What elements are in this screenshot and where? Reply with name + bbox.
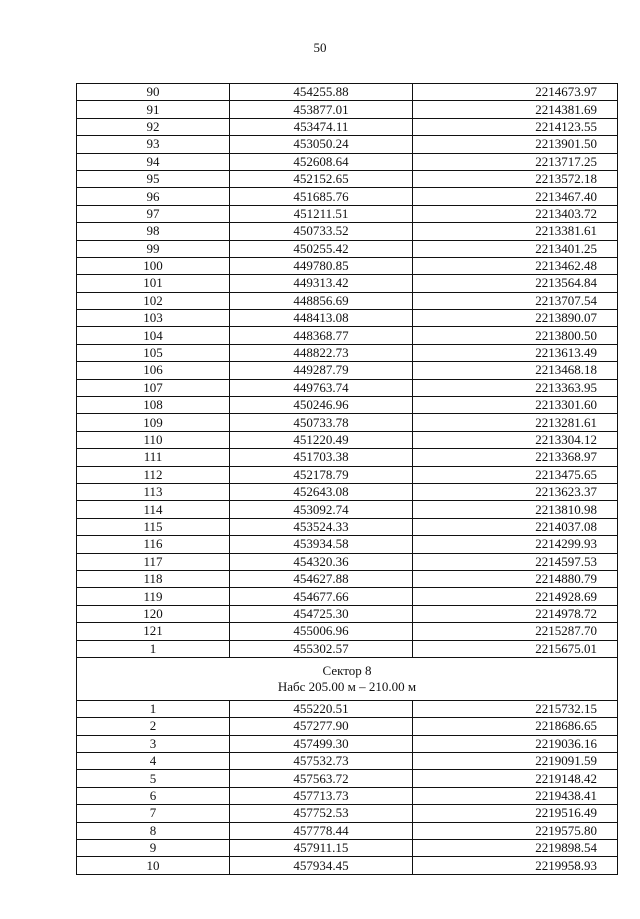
y-coordinate-cell: 2213462.48: [413, 257, 618, 274]
table-row: [77, 188, 618, 205]
x-coordinate-cell: 457532.73: [230, 753, 413, 770]
table-row: [77, 344, 618, 361]
point-number-cell: 1: [77, 700, 230, 717]
y-coordinate-cell: 2214673.97: [413, 84, 618, 101]
table-row: [77, 118, 618, 135]
table-row: [77, 857, 618, 874]
point-number-cell: 119: [77, 588, 230, 605]
x-coordinate-cell: 453474.11: [230, 118, 413, 135]
table-row: [77, 362, 618, 379]
sector-title: Сектор 8: [322, 662, 372, 678]
point-number-cell: 102: [77, 292, 230, 309]
table-row: [77, 379, 618, 396]
table-row: [77, 822, 618, 839]
y-coordinate-cell: 2213717.25: [413, 153, 618, 170]
table-row: [77, 327, 618, 344]
point-number-cell: 104: [77, 327, 230, 344]
x-coordinate-cell: 454320.36: [230, 553, 413, 570]
y-coordinate-cell: 2218686.65: [413, 718, 618, 735]
x-coordinate-cell: 457934.45: [230, 857, 413, 874]
x-coordinate-cell: 455006.96: [230, 623, 413, 640]
point-number-cell: 92: [77, 118, 230, 135]
x-coordinate-cell: 455302.57: [230, 640, 413, 657]
y-coordinate-cell: 2213381.61: [413, 223, 618, 240]
point-number-cell: 96: [77, 188, 230, 205]
point-number-cell: 103: [77, 310, 230, 327]
y-coordinate-cell: 2219516.49: [413, 805, 618, 822]
point-number-cell: 2: [77, 718, 230, 735]
y-coordinate-cell: 2213468.18: [413, 362, 618, 379]
x-coordinate-cell: 457752.53: [230, 805, 413, 822]
x-coordinate-cell: 451211.51: [230, 205, 413, 222]
x-coordinate-cell: 454255.88: [230, 84, 413, 101]
x-coordinate-cell: 457778.44: [230, 822, 413, 839]
point-number-cell: 121: [77, 623, 230, 640]
y-coordinate-cell: 2213281.61: [413, 414, 618, 431]
point-number-cell: 1: [77, 640, 230, 657]
sector-height-range: Набс 205.00 м – 210.00 м: [277, 678, 417, 694]
sector-header-row: [77, 657, 618, 700]
x-coordinate-cell: 451220.49: [230, 431, 413, 448]
x-coordinate-cell: 450733.52: [230, 223, 413, 240]
y-coordinate-cell: 2214978.72: [413, 605, 618, 622]
x-coordinate-cell: 452643.08: [230, 483, 413, 500]
x-coordinate-cell: 457499.30: [230, 735, 413, 752]
point-number-cell: 120: [77, 605, 230, 622]
y-coordinate-cell: 2214597.53: [413, 553, 618, 570]
table-row: [77, 310, 618, 327]
x-coordinate-cell: 452608.64: [230, 153, 413, 170]
y-coordinate-cell: 2213613.49: [413, 344, 618, 361]
y-coordinate-cell: 2213363.95: [413, 379, 618, 396]
table-row: [77, 536, 618, 553]
coordinates-table-body-top: [77, 84, 618, 658]
point-number-cell: 4: [77, 753, 230, 770]
x-coordinate-cell: 452178.79: [230, 466, 413, 483]
table-row: [77, 466, 618, 483]
y-coordinate-cell: 2215675.01: [413, 640, 618, 657]
point-number-cell: 118: [77, 570, 230, 587]
y-coordinate-cell: 2219575.80: [413, 822, 618, 839]
coordinates-table-body-bottom: [77, 700, 618, 874]
y-coordinate-cell: 2214928.69: [413, 588, 618, 605]
x-coordinate-cell: 450246.96: [230, 397, 413, 414]
y-coordinate-cell: 2213800.50: [413, 327, 618, 344]
x-coordinate-cell: 453877.01: [230, 101, 413, 118]
y-coordinate-cell: 2214381.69: [413, 101, 618, 118]
point-number-cell: 99: [77, 240, 230, 257]
table-row: [77, 205, 618, 222]
point-number-cell: 7: [77, 805, 230, 822]
table-row: [77, 735, 618, 752]
table-row: [77, 483, 618, 500]
point-number-cell: 97: [77, 205, 230, 222]
y-coordinate-cell: 2213475.65: [413, 466, 618, 483]
table-row: [77, 257, 618, 274]
x-coordinate-cell: 457911.15: [230, 840, 413, 857]
y-coordinate-cell: 2213467.40: [413, 188, 618, 205]
y-coordinate-cell: 2219438.41: [413, 787, 618, 804]
y-coordinate-cell: 2219958.93: [413, 857, 618, 874]
table-row: [77, 623, 618, 640]
y-coordinate-cell: 2214037.08: [413, 518, 618, 535]
point-number-cell: 90: [77, 84, 230, 101]
y-coordinate-cell: 2213810.98: [413, 501, 618, 518]
table-row: [77, 397, 618, 414]
point-number-cell: 114: [77, 501, 230, 518]
y-coordinate-cell: 2213564.84: [413, 275, 618, 292]
point-number-cell: 116: [77, 536, 230, 553]
x-coordinate-cell: 453050.24: [230, 136, 413, 153]
point-number-cell: 3: [77, 735, 230, 752]
y-coordinate-cell: 2215287.70: [413, 623, 618, 640]
x-coordinate-cell: 453092.74: [230, 501, 413, 518]
x-coordinate-cell: 448856.69: [230, 292, 413, 309]
y-coordinate-cell: 2213901.50: [413, 136, 618, 153]
x-coordinate-cell: 449780.85: [230, 257, 413, 274]
point-number-cell: 106: [77, 362, 230, 379]
table-row: [77, 518, 618, 535]
y-coordinate-cell: 2213572.18: [413, 170, 618, 187]
x-coordinate-cell: 448368.77: [230, 327, 413, 344]
y-coordinate-cell: 2219091.59: [413, 753, 618, 770]
table-row: [77, 718, 618, 735]
y-coordinate-cell: 2219148.42: [413, 770, 618, 787]
point-number-cell: 9: [77, 840, 230, 857]
y-coordinate-cell: 2213401.25: [413, 240, 618, 257]
y-coordinate-cell: 2213368.97: [413, 449, 618, 466]
table-row: [77, 240, 618, 257]
point-number-cell: 117: [77, 553, 230, 570]
x-coordinate-cell: 453934.58: [230, 536, 413, 553]
x-coordinate-cell: 453524.33: [230, 518, 413, 535]
table-row: [77, 605, 618, 622]
y-coordinate-cell: 2213301.60: [413, 397, 618, 414]
table-row: [77, 101, 618, 118]
x-coordinate-cell: 457713.73: [230, 787, 413, 804]
table-row: [77, 570, 618, 587]
sector-header-cell: [77, 657, 618, 700]
table-row: [77, 431, 618, 448]
x-coordinate-cell: 449287.79: [230, 362, 413, 379]
table-row: [77, 840, 618, 857]
table-row: [77, 414, 618, 431]
sector-header-body: [77, 657, 618, 700]
table-row: [77, 292, 618, 309]
point-number-cell: 100: [77, 257, 230, 274]
y-coordinate-cell: 2213304.12: [413, 431, 618, 448]
point-number-cell: 10: [77, 857, 230, 874]
point-number-cell: 101: [77, 275, 230, 292]
table-row: [77, 153, 618, 170]
point-number-cell: 8: [77, 822, 230, 839]
y-coordinate-cell: 2214299.93: [413, 536, 618, 553]
table-row: [77, 640, 618, 657]
x-coordinate-cell: 448413.08: [230, 310, 413, 327]
x-coordinate-cell: 449763.74: [230, 379, 413, 396]
x-coordinate-cell: 451685.76: [230, 188, 413, 205]
x-coordinate-cell: 452152.65: [230, 170, 413, 187]
y-coordinate-cell: 2213623.37: [413, 483, 618, 500]
table-row: [77, 84, 618, 101]
table-row: [77, 223, 618, 240]
x-coordinate-cell: 457277.90: [230, 718, 413, 735]
x-coordinate-cell: 457563.72: [230, 770, 413, 787]
point-number-cell: 112: [77, 466, 230, 483]
x-coordinate-cell: 454725.30: [230, 605, 413, 622]
x-coordinate-cell: 454677.66: [230, 588, 413, 605]
point-number-cell: 108: [77, 397, 230, 414]
table-row: [77, 449, 618, 466]
table-row: [77, 588, 618, 605]
point-number-cell: 111: [77, 449, 230, 466]
table-row: [77, 170, 618, 187]
table-row: [77, 805, 618, 822]
x-coordinate-cell: 451703.38: [230, 449, 413, 466]
x-coordinate-cell: 450255.42: [230, 240, 413, 257]
y-coordinate-cell: 2219036.16: [413, 735, 618, 752]
page-number: 50: [313, 40, 327, 55]
table-row: [77, 136, 618, 153]
y-coordinate-cell: 2215732.15: [413, 700, 618, 717]
point-number-cell: 107: [77, 379, 230, 396]
table-row: [77, 770, 618, 787]
x-coordinate-cell: 450733.78: [230, 414, 413, 431]
point-number-cell: 5: [77, 770, 230, 787]
y-coordinate-cell: 2213890.07: [413, 310, 618, 327]
y-coordinate-cell: 2213707.54: [413, 292, 618, 309]
table-row: [77, 753, 618, 770]
point-number-cell: 109: [77, 414, 230, 431]
point-number-cell: 6: [77, 787, 230, 804]
point-number-cell: 94: [77, 153, 230, 170]
point-number-cell: 115: [77, 518, 230, 535]
table-row: [77, 787, 618, 804]
table-row: [77, 553, 618, 570]
y-coordinate-cell: 2214880.79: [413, 570, 618, 587]
x-coordinate-cell: 448822.73: [230, 344, 413, 361]
point-number-cell: 105: [77, 344, 230, 361]
point-number-cell: 113: [77, 483, 230, 500]
table-row: [77, 275, 618, 292]
y-coordinate-cell: 2214123.55: [413, 118, 618, 135]
point-number-cell: 93: [77, 136, 230, 153]
x-coordinate-cell: 455220.51: [230, 700, 413, 717]
x-coordinate-cell: 449313.42: [230, 275, 413, 292]
table-row: [77, 501, 618, 518]
y-coordinate-cell: 2219898.54: [413, 840, 618, 857]
x-coordinate-cell: 454627.88: [230, 570, 413, 587]
coordinates-table: [76, 83, 618, 875]
y-coordinate-cell: 2213403.72: [413, 205, 618, 222]
point-number-cell: 91: [77, 101, 230, 118]
table-row: [77, 700, 618, 717]
point-number-cell: 110: [77, 431, 230, 448]
point-number-cell: 95: [77, 170, 230, 187]
point-number-cell: 98: [77, 223, 230, 240]
